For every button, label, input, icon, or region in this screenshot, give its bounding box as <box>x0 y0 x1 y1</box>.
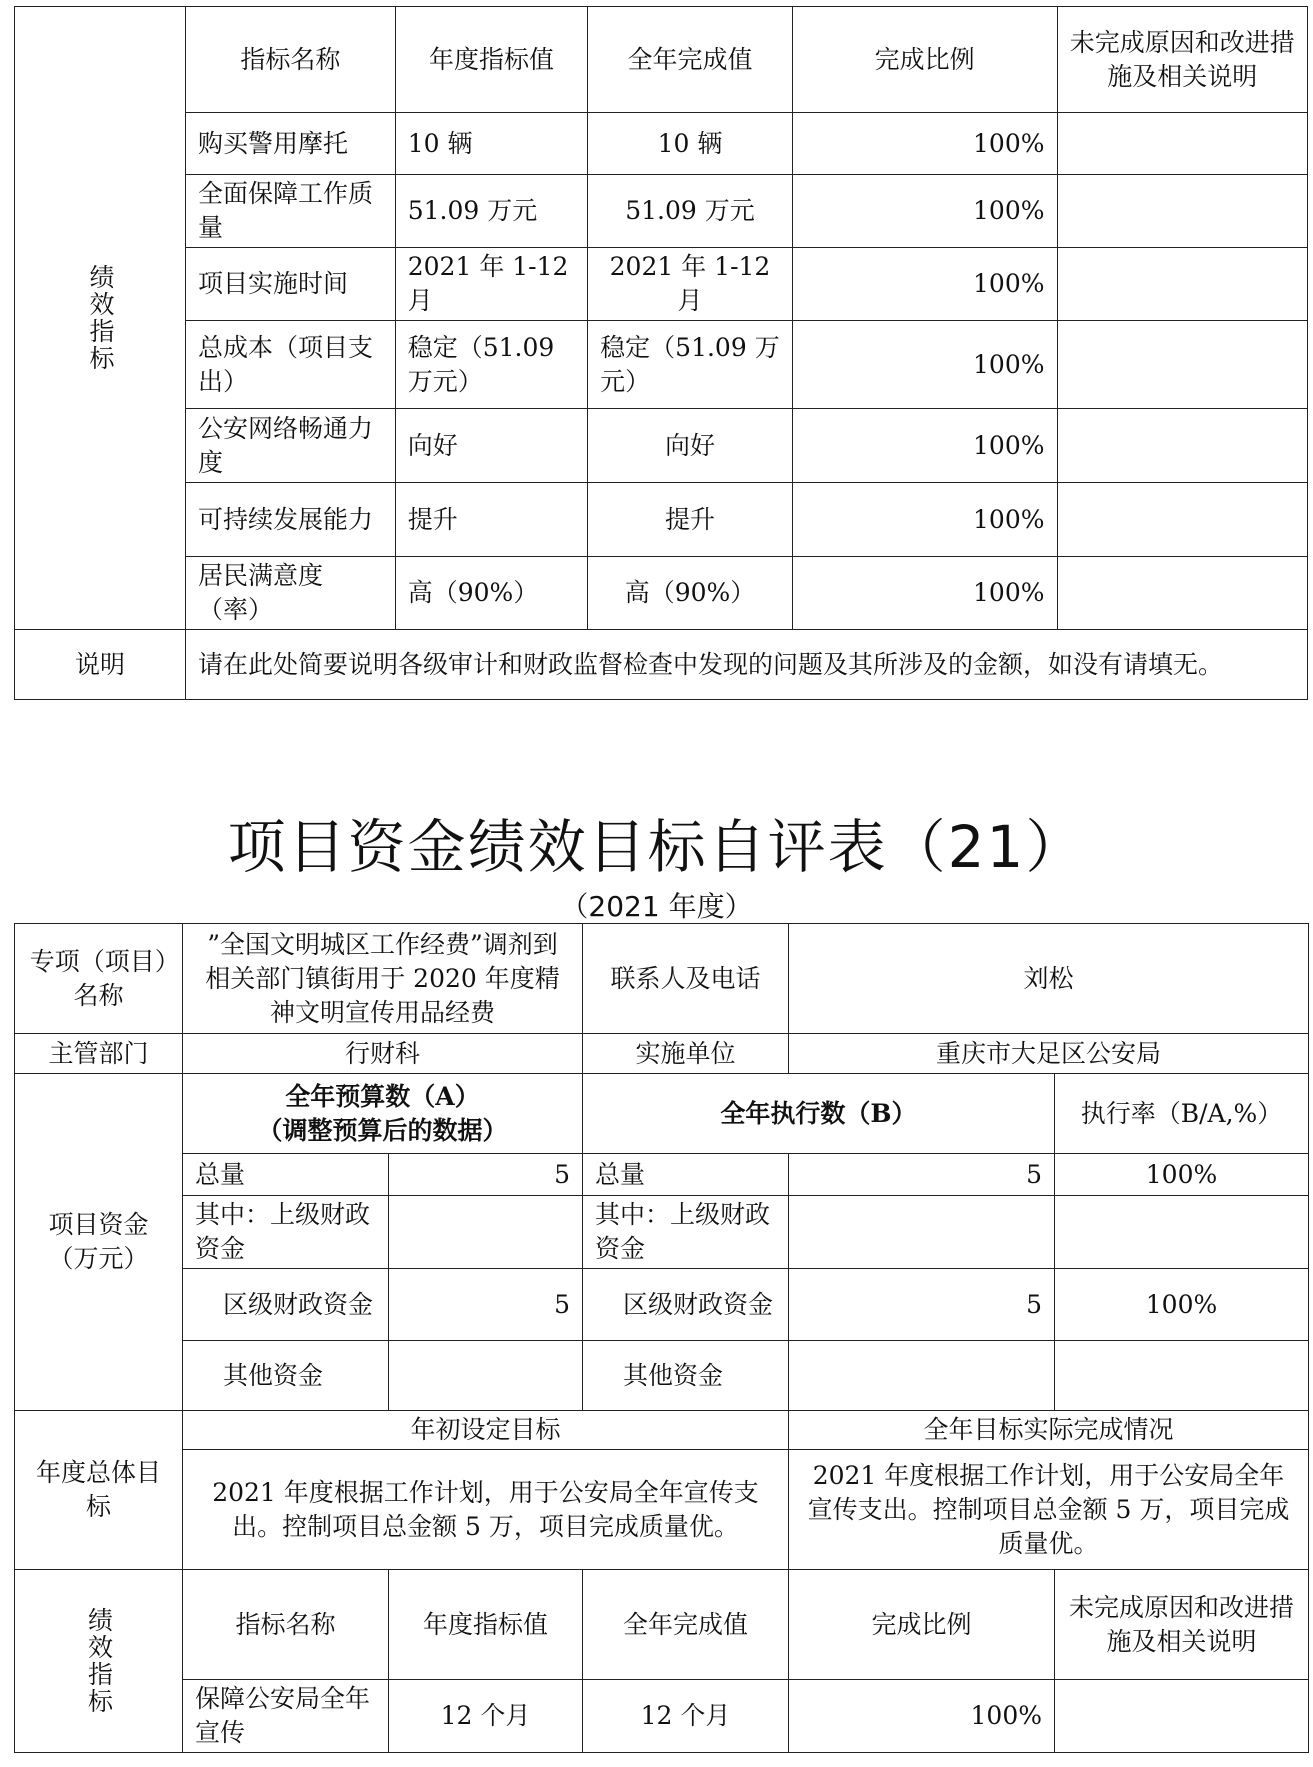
budget-header-line1: 全年预算数（A） <box>285 1081 480 1111</box>
table-row <box>15 1154 1309 1196</box>
annual-value: 10 辆 <box>395 113 587 175</box>
table-row <box>15 248 1308 321</box>
goal-label: 年度总体目标 <box>15 1411 183 1570</box>
header-annual: 年度指标值 <box>395 7 587 113</box>
funds-label: 项目资金（万元） <box>15 1074 183 1411</box>
reason-value <box>1057 321 1308 409</box>
actual-value: 10 辆 <box>588 113 793 175</box>
fund-label: 其中：上级财政资金 <box>183 1196 389 1269</box>
ratio-value: 100% <box>792 409 1057 483</box>
reason-value <box>1057 175 1308 248</box>
fund-rate: 100% <box>1055 1154 1309 1196</box>
reason-value <box>1057 409 1308 483</box>
table-row <box>15 1341 1309 1411</box>
budget-header-line2: （调整预算后的数据） <box>257 1115 508 1145</box>
fund-rate: 100% <box>1055 1269 1309 1341</box>
fund-exec: 5 <box>789 1154 1055 1196</box>
fund-exec-label: 区级财政资金 <box>583 1269 789 1341</box>
impl-label: 实施单位 <box>583 1034 789 1074</box>
project-name: ”全国文明城区工作经费”调剂到相关部门镇街用于 2020 年度精神文明宣传用品经费 <box>183 924 583 1034</box>
fund-exec-label: 其中：上级财政资金 <box>583 1196 789 1269</box>
fund-exec: 5 <box>789 1269 1055 1341</box>
rate-header: 执行率（B/A,%） <box>1055 1074 1309 1154</box>
table-row <box>15 409 1308 483</box>
actual-value: 高（90%） <box>588 557 793 630</box>
fund-label: 区级财政资金 <box>183 1269 389 1341</box>
header-ratio: 完成比例 <box>792 7 1057 113</box>
annual-value: 向好 <box>395 409 587 483</box>
annual-value: 稳定（51.09 万元） <box>395 321 587 409</box>
note-label: 说明 <box>15 630 186 700</box>
table-row <box>15 1680 1309 1753</box>
fund-exec-label: 总量 <box>583 1154 789 1196</box>
fund-label: 其他资金 <box>183 1341 389 1411</box>
indicator-name: 公安网络畅通力度 <box>186 409 396 483</box>
perf-label-cell <box>15 7 186 630</box>
ratio-value: 100% <box>792 557 1057 630</box>
actual-value: 提升 <box>588 483 793 557</box>
actual-value: 2021 年 1-12 月 <box>588 248 793 321</box>
page-title: 项目资金绩效目标自评表（21） <box>227 813 1086 881</box>
indicator-name: 保障公安局全年宣传 <box>183 1680 389 1753</box>
goal-set-header: 年初设定目标 <box>183 1411 789 1450</box>
indicator-name: 居民满意度（率） <box>186 557 396 630</box>
reason-value <box>1057 113 1308 175</box>
fund-rate <box>1055 1341 1309 1411</box>
header-ratio: 完成比例 <box>789 1570 1055 1680</box>
dept-value: 行财科 <box>183 1034 583 1074</box>
table-row <box>15 175 1308 248</box>
annual-value: 2021 年 1-12 月 <box>395 248 587 321</box>
table-row <box>15 321 1308 409</box>
table-row <box>15 113 1308 175</box>
fund-exec <box>789 1196 1055 1269</box>
perf-label: 绩效指标 <box>84 1607 114 1715</box>
annual-value: 高（90%） <box>395 557 587 630</box>
reason-value <box>1057 557 1308 630</box>
indicator-name: 项目实施时间 <box>186 248 396 321</box>
performance-indicator-table-top <box>14 6 1308 700</box>
contact-label: 联系人及电话 <box>583 924 789 1034</box>
fund-budget: 5 <box>389 1154 583 1196</box>
header-name: 指标名称 <box>183 1570 389 1680</box>
actual-value: 稳定（51.09 万元） <box>588 321 793 409</box>
ratio-value: 100% <box>792 175 1057 248</box>
fund-budget: 5 <box>389 1269 583 1341</box>
project-self-evaluation-table <box>14 923 1309 1753</box>
actual-value: 向好 <box>588 409 793 483</box>
actual-value: 12 个月 <box>583 1680 789 1753</box>
ratio-value: 100% <box>792 248 1057 321</box>
goal-set-text: 2021 年度根据工作计划，用于公安局全年宣传支出。控制项目总金额 5 万，项目完成质量优。 <box>183 1450 789 1570</box>
budget-header <box>183 1074 583 1154</box>
fund-budget <box>389 1341 583 1411</box>
fund-label: 总量 <box>183 1154 389 1196</box>
reason-value <box>1057 248 1308 321</box>
indicator-name: 全面保障工作质量 <box>186 175 396 248</box>
goal-actual-header: 全年目标实际完成情况 <box>789 1411 1309 1450</box>
actual-value: 51.09 万元 <box>588 175 793 248</box>
reason-value <box>1057 483 1308 557</box>
table-row <box>15 1196 1309 1269</box>
exec-header: 全年执行数（B） <box>583 1074 1055 1154</box>
fund-exec <box>789 1341 1055 1411</box>
table-row <box>15 483 1308 557</box>
indicator-name: 可持续发展能力 <box>186 483 396 557</box>
perf-label: 绩效指标 <box>86 264 116 372</box>
ratio-value: 100% <box>792 483 1057 557</box>
perf-label-cell <box>15 1570 183 1753</box>
header-reason: 未完成原因和改进措施及相关说明 <box>1057 7 1308 113</box>
note-text: 请在此处简要说明各级审计和财政监督检查中发现的问题及其所涉及的金额，如没有请填无。 <box>186 630 1308 700</box>
ratio-value: 100% <box>789 1680 1055 1753</box>
project-name-label: 专项（项目）名称 <box>15 924 183 1034</box>
header-annual: 年度指标值 <box>389 1570 583 1680</box>
fund-exec-label: 其他资金 <box>583 1341 789 1411</box>
header-name: 指标名称 <box>186 7 396 113</box>
goal-actual-text: 2021 年度根据工作计划，用于公安局全年宣传支出。控制项目总金额 5 万，项目完成质量优。 <box>789 1450 1309 1570</box>
header-reason: 未完成原因和改进措施及相关说明 <box>1055 1570 1309 1680</box>
contact-value: 刘松 <box>789 924 1309 1034</box>
impl-value: 重庆市大足区公安局 <box>789 1034 1309 1074</box>
table-row <box>15 1269 1309 1341</box>
reason-value <box>1055 1680 1309 1753</box>
annual-value: 提升 <box>395 483 587 557</box>
dept-label: 主管部门 <box>15 1034 183 1074</box>
annual-value: 12 个月 <box>389 1680 583 1753</box>
header-actual: 全年完成值 <box>588 7 793 113</box>
table-row <box>15 557 1308 630</box>
header-actual: 全年完成值 <box>583 1570 789 1680</box>
annual-value: 51.09 万元 <box>395 175 587 248</box>
page-subtitle: （2021 年度） <box>560 890 753 923</box>
indicator-name: 购买警用摩托 <box>186 113 396 175</box>
fund-rate <box>1055 1196 1309 1269</box>
ratio-value: 100% <box>792 321 1057 409</box>
fund-budget <box>389 1196 583 1269</box>
ratio-value: 100% <box>792 113 1057 175</box>
indicator-name: 总成本（项目支出） <box>186 321 396 409</box>
